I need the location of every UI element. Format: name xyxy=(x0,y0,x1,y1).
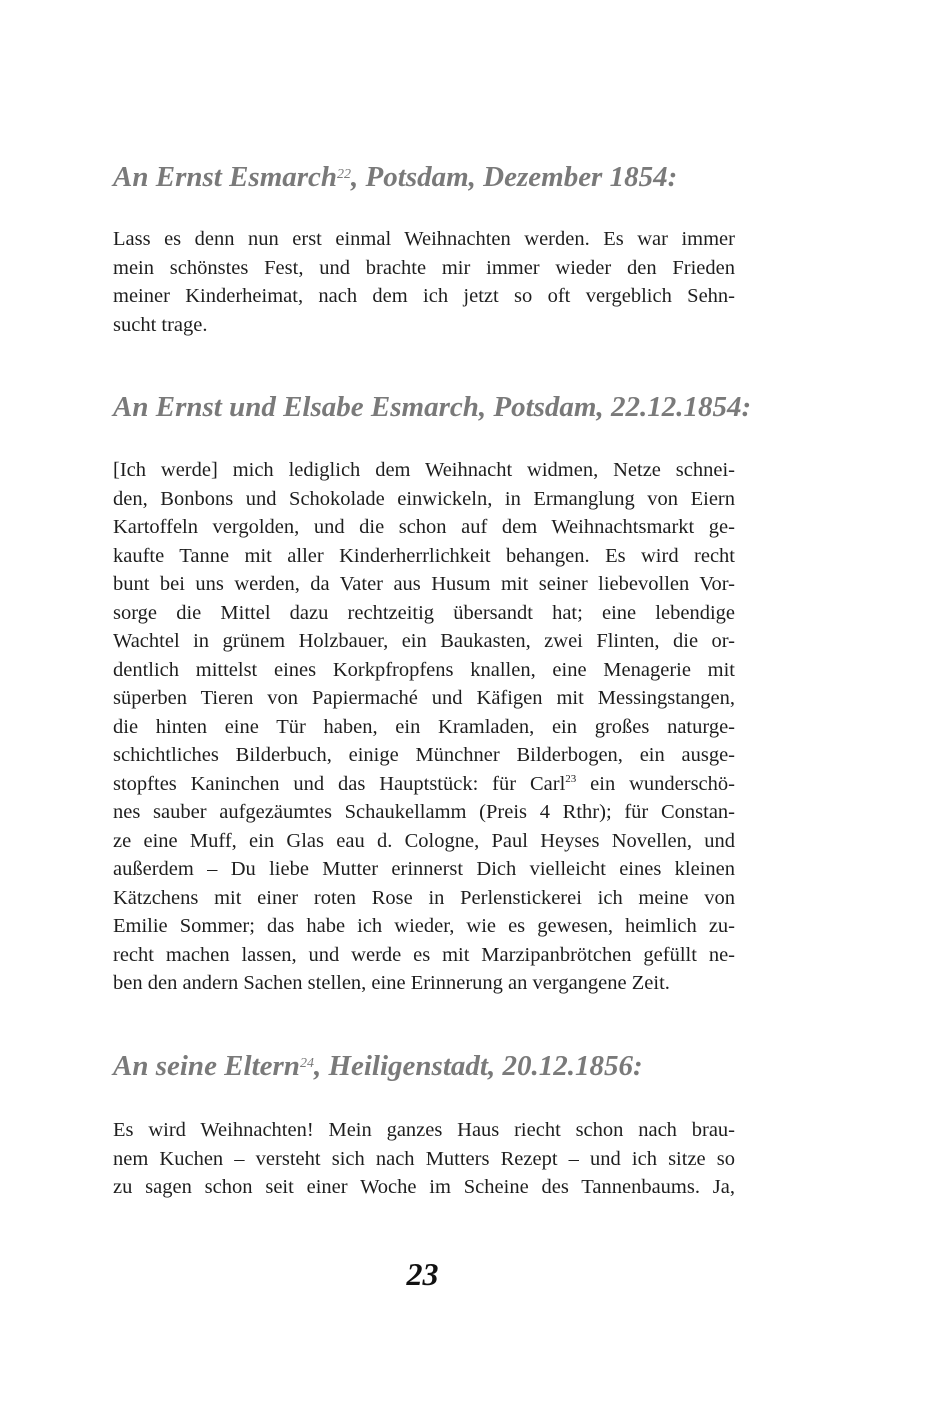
section-heading-2 xyxy=(113,390,753,424)
text-line: nem Kuchen – versteht sich nach Mutters Rezept – und ich sitze so xyxy=(113,1147,735,1170)
text-line: süperben Tieren von Papiermaché und Käfigen mit Messingstangen, xyxy=(113,687,735,709)
text-line: sorge die Mittel dazu rechtzeitig übersandt hat; eine lebendige xyxy=(113,601,735,624)
text-line: schichtliches Bilderbuch, einige Münchner Bilderbogen, ein ausge- xyxy=(113,744,735,766)
heading-text: An Ernst und Elsabe Esmarch, Potsdam, 22.12.1854: xyxy=(113,391,752,423)
text-line: ben den andern Sachen stellen, eine Erinnerung an vergangene Zeit. xyxy=(113,972,670,994)
text-line: ze eine Muff, ein Glas eau d. Cologne, Paul Heyses Novellen, und xyxy=(113,829,735,852)
text-line: recht machen lassen, und werde es mit Marzipanbrötchen gefüllt ne- xyxy=(113,943,735,966)
text-segment: ein wunderschö- xyxy=(576,772,735,795)
heading-text: An seine Eltern xyxy=(113,1050,300,1082)
text-segment: stopftes Kaninchen und das Hauptstück: für Carl xyxy=(113,772,566,795)
text-line: Emilie Sommer; das habe ich wieder, wie es gewesen, heimlich zu- xyxy=(113,915,735,937)
text-line: [Ich werde] mich lediglich dem Weihnacht widmen, Netze schnei- xyxy=(113,459,735,481)
footnote-ref: 23 xyxy=(565,772,577,785)
footnote-ref: 22 xyxy=(337,167,352,182)
text-line xyxy=(113,770,735,799)
footnote-ref: 24 xyxy=(299,1056,314,1071)
paragraph-3 xyxy=(113,1116,735,1202)
text-line: Kätzchens mit einer roten Rose in Perlenstickerei ich meine von xyxy=(113,886,735,909)
text-line: kaufte Tanne mit aller Kinderherrlichkeit behangen. Es wird recht xyxy=(113,544,735,567)
text-line: mein schönstes Fest, und brachte mir immer wieder den Frieden xyxy=(113,256,735,279)
text-line: Lass es denn nun erst einmal Weihnachten werden. Es war immer xyxy=(113,228,735,250)
page-number: 23 xyxy=(406,1256,439,1292)
text-line: Es wird Weihnachten! Mein ganzes Haus riecht schon nach brau- xyxy=(113,1119,735,1141)
text-line: die hinten eine Tür haben, ein Kramladen, ein großes naturge- xyxy=(113,715,735,738)
paragraph-1 xyxy=(113,225,735,339)
text-line: außerdem – Du liebe Mutter erinnerst Dich vielleicht eines kleinen xyxy=(113,858,735,880)
text-line: den, Bonbons und Schokolade einwickeln, in Ermanglung von Eiern xyxy=(113,487,735,510)
paragraph-2 xyxy=(113,456,735,998)
section-heading-1 xyxy=(113,160,753,194)
section-heading-3 xyxy=(113,1049,753,1083)
text-line: Kartoffeln vergolden, und die schon auf dem Weihnachtsmarkt ge- xyxy=(113,516,735,538)
text-line: nes sauber aufgezäumtes Schaukellamm (Preis 4 Rthr); für Constan- xyxy=(113,801,735,823)
text-line: dentlich mittelst eines Korkpfropfens knallen, eine Menagerie mit xyxy=(113,658,735,681)
heading-text: , Heiligenstadt, 20.12.1856: xyxy=(313,1050,643,1082)
text-line: sucht trage. xyxy=(113,313,208,336)
text-line: bunt bei uns werden, da Vater aus Husum mit seiner liebevollen Vor- xyxy=(113,573,735,595)
heading-text: An Ernst Esmarch xyxy=(113,161,338,193)
text-line: Wachtel in grünem Holzbauer, ein Baukasten, zwei Flinten, die or- xyxy=(113,630,735,652)
heading-text: , Potsdam, Dezember 1854: xyxy=(351,161,678,193)
text-line: zu sagen schon seit einer Woche im Scheine des Tannenbaums. Ja, xyxy=(113,1176,735,1198)
text-line: meiner Kinderheimat, nach dem ich jetzt so oft vergeblich Sehn- xyxy=(113,285,735,307)
